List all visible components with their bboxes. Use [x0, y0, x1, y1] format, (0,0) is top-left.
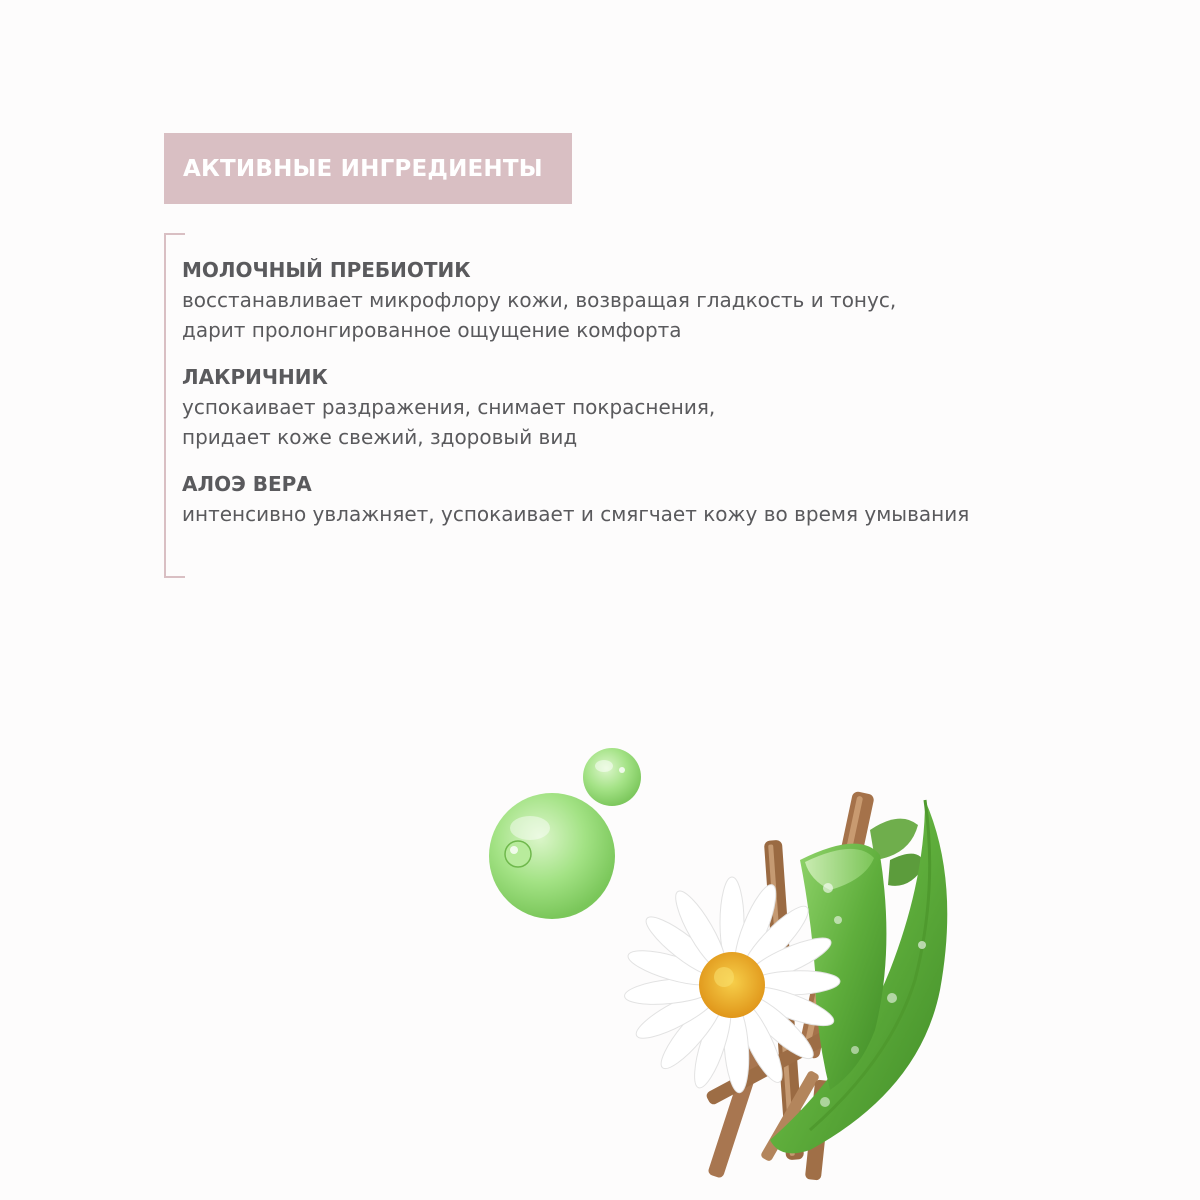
ingredient-name: МОЛОЧНЫЙ ПРЕБИОТИК: [182, 258, 471, 282]
gel-drop-icon: [489, 748, 641, 919]
section-title-banner: [164, 133, 572, 204]
section-title: АКТИВНЫЕ ИНГРЕДИЕНТЫ: [183, 155, 543, 182]
ingredient-name: ЛАКРИЧНИК: [182, 365, 328, 389]
chamomile-flower-icon: [623, 877, 840, 1094]
ingredient-description: интенсивно увлажняет, успокаивает и смягчает кожу во время умывания: [182, 502, 970, 526]
ingredient-item: [182, 255, 1082, 345]
ingredient-name: АЛОЭ ВЕРА: [182, 472, 312, 496]
ingredient-item: [182, 469, 1082, 529]
ingredient-description: восстанавливает микрофлору кожи, возвращая гладкость и тонус, дарит пролонгированное ощущение комфорта: [182, 288, 897, 342]
ingredients-list: [182, 255, 1082, 546]
ingredient-item: [182, 362, 1082, 452]
ingredient-description: успокаивает раздражения, снимает покраснения, придает коже свежий, здоровый вид: [182, 395, 716, 449]
ingredients-illustration: [470, 730, 990, 1190]
